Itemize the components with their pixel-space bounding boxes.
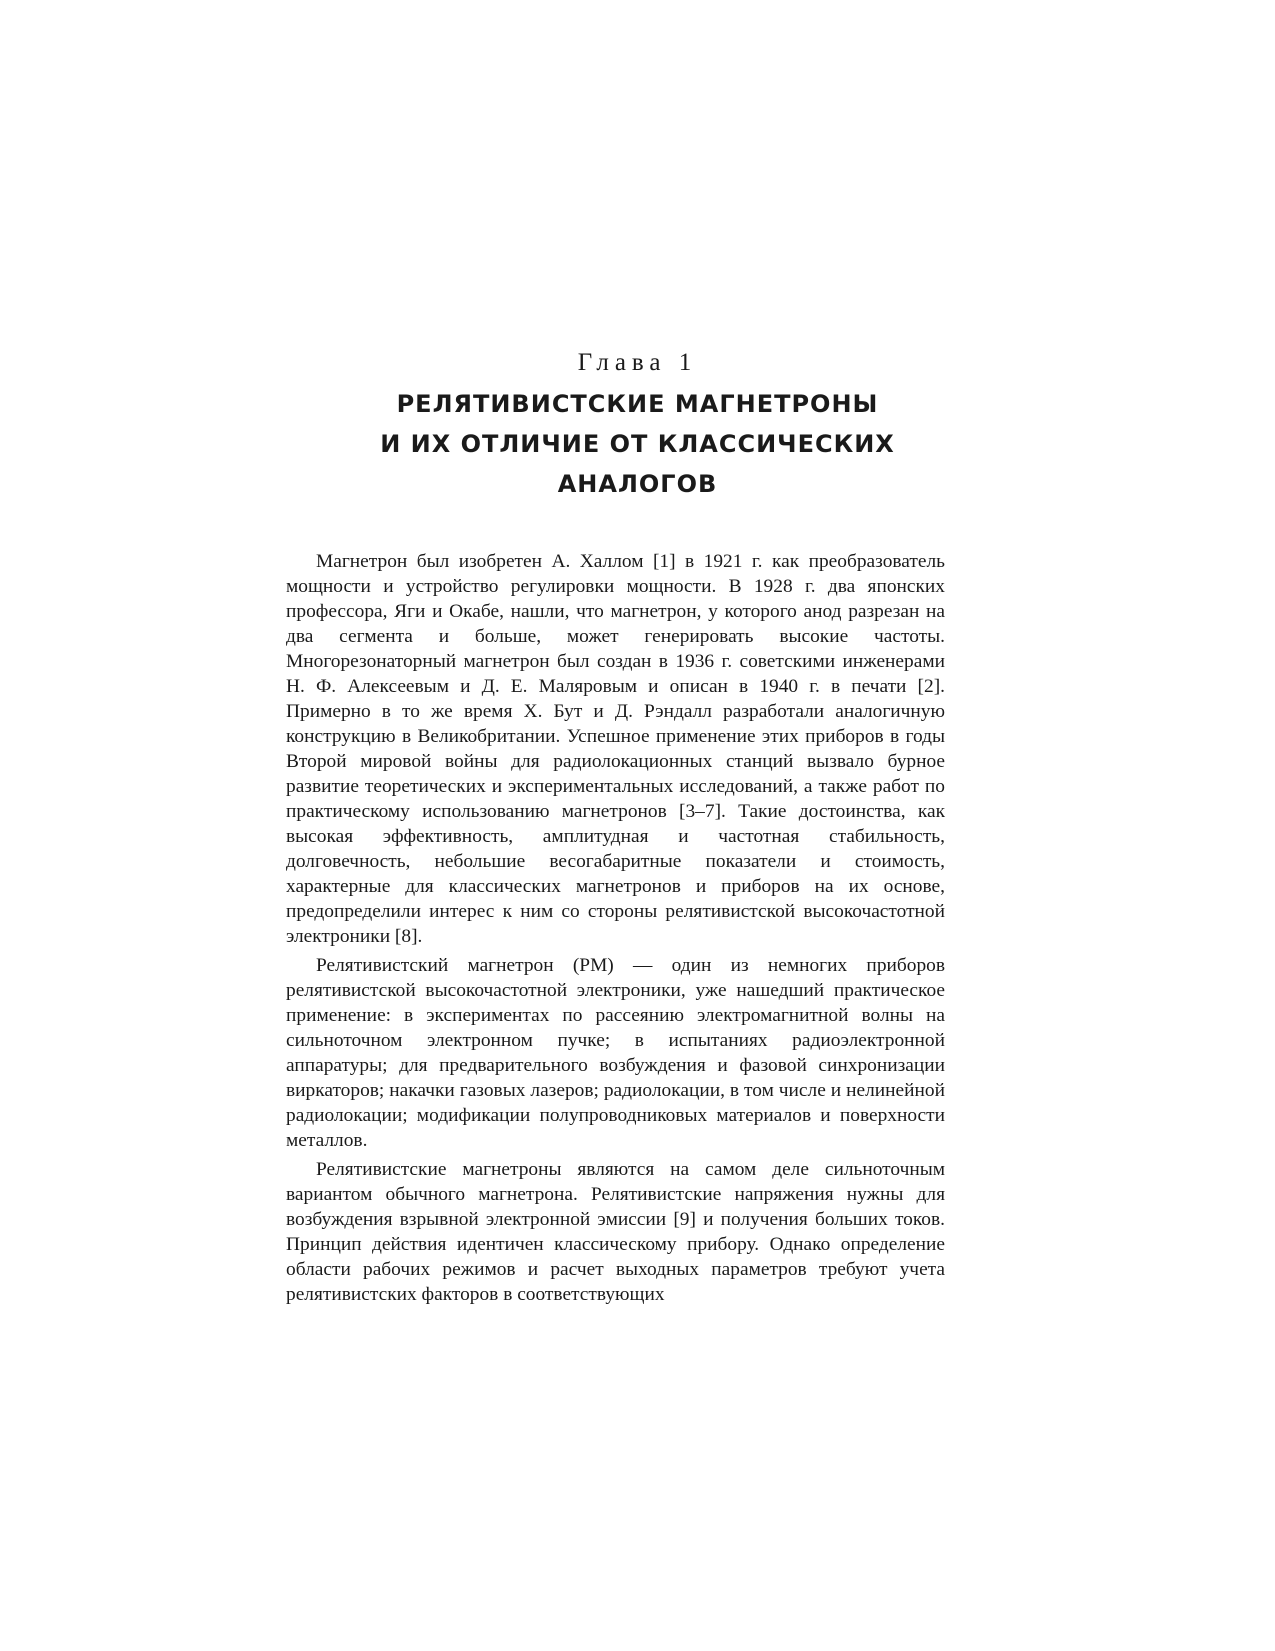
chapter-title-line: АНАЛОГОВ	[557, 470, 718, 498]
chapter-title	[250, 384, 1025, 504]
paragraph: Магнетрон был изобретен А. Халлом [1] в 1921 г. как преобразователь мощности и устройство регулировки мощности. В 1928 г. два японских профессора, Яги и Окабе, нашли, что магнетрон, у которого анод разрезан на два сегмента и больше, может генерировать высокие частоты. Многорезонаторный магнетрон был создан в 1936 г. советскими инженерами Н. Ф. Алексеевым и Д. Е. Маляровым и описан в 1940 г. в печати [2]. Примерно в то же время Х. Бут и Д. Рэндалл разработали аналогичную конструкцию в Великобритании. Успешное применение этих приборов в годы Второй мировой войны для радиолокационных станций вызвало бурное развитие теоретических и экспериментальных исследований, а также работ по практическому использованию магнетронов [3–7]. Такие достоинства, как высокая эффективность, амплитудная и частотная стабильность, долговечность, небольшие весогабаритные показатели и стоимость, характерные для классических магнетронов и приборов на их основе, предопределили интерес к ним со стороны релятивистской высокочастотной электроники [8].	[286, 551, 945, 947]
paragraph: Релятивистские магнетроны являются на самом деле сильноточным вариантом обычного магнетрона. Релятивистские напряжения нужны для возбуждения взрывной электронной эмиссии [9] и получения больших токов. Принцип действия идентичен классическому прибору. Однако определение области рабочих режимов и расчет выходных параметров требуют учета релятивистских факторов в соответствующих	[286, 1159, 945, 1305]
chapter-label: Глава 1	[577, 349, 698, 376]
body-text	[286, 549, 945, 1307]
chapter-title-line: И ИХ ОТЛИЧИЕ ОТ КЛАССИЧЕСКИХ	[380, 430, 895, 458]
chapter-title-line: РЕЛЯТИВИСТСКИЕ МАГНЕТРОНЫ	[396, 390, 879, 418]
paragraph: Релятивистский магнетрон (РМ) — один из немногих приборов релятивистской высокочастотной электроники, уже нашедший практическое применение: в экспериментах по рассеянию электромагнитной волны на сильноточном электронном пучке; в испытаниях радиоэлектронной аппаратуры; для предварительного возбуждения и фазовой синхронизации виркаторов; накачки газовых лазеров; радиолокации, в том числе и нелинейной радиолокации; модификации полупроводниковых материалов и поверхности металлов.	[286, 955, 945, 1151]
